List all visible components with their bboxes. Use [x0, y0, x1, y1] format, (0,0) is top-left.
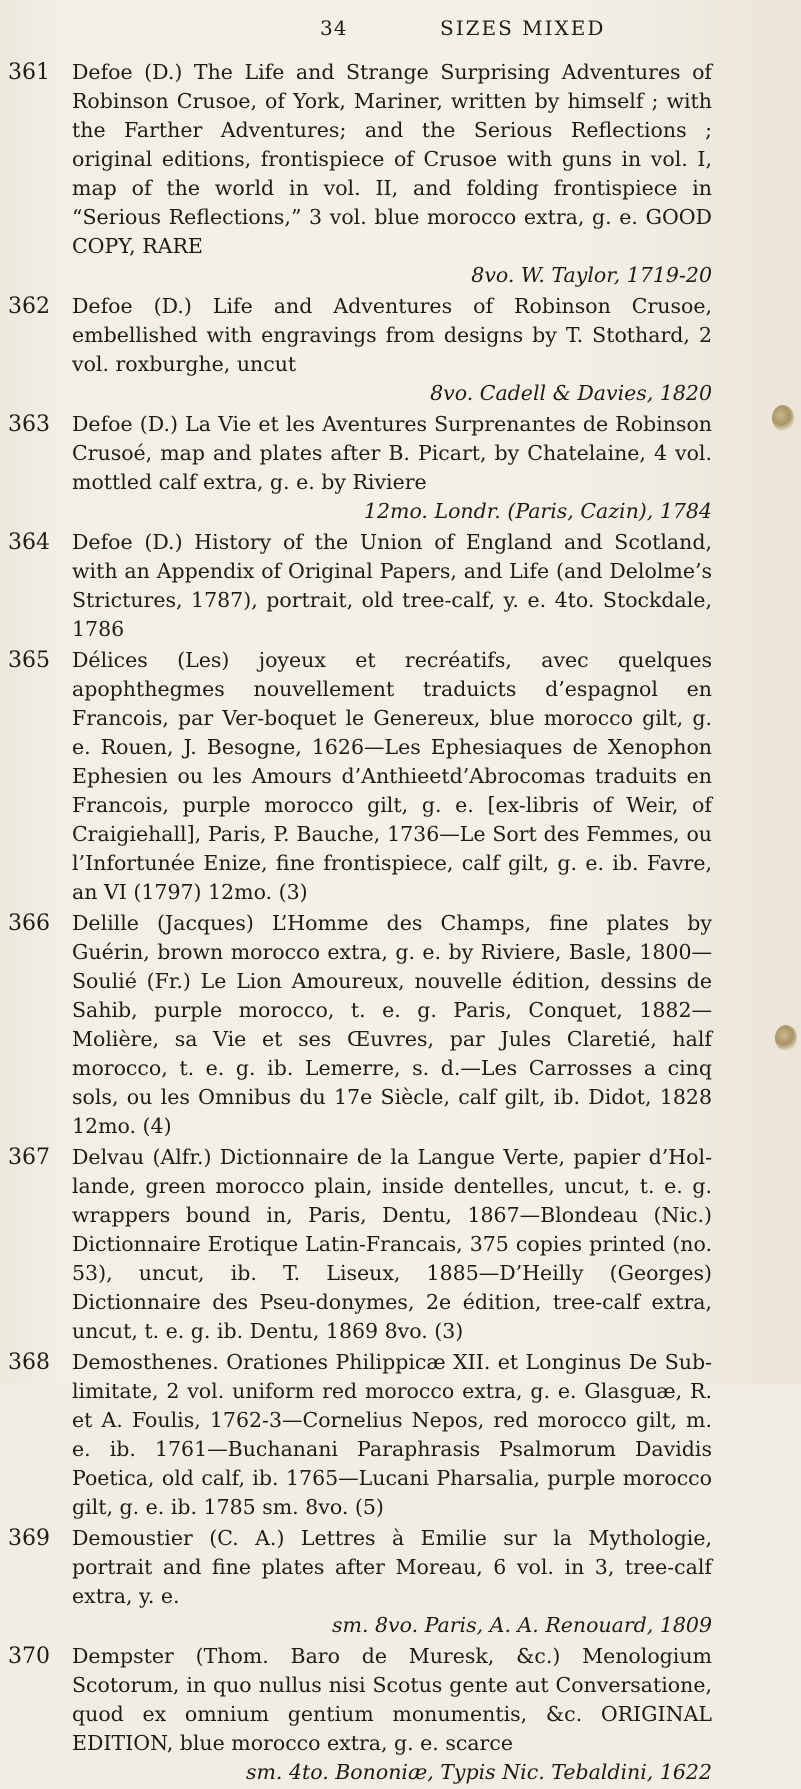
- lot-description: Delille (Jacques) L’Homme des Champs, fine plates by Guérin, brown morocco extra, g. e. by Riviere, Basle, 1800—Soulié (Fr.) Le Lion Amoureux, nouvelle édition, dessins de Sahib, purple morocco, t. e. g. Paris, Conquet, 1882—Molière, sa Vie et ses Œuvres, par Jules Claretié, half morocco, t. e. g. ib. Lemerre, s. d.—Les Carrosses a cinq sols, ou les Omnibus du 17e Siècle, calf gilt, ib. Didot, 1828 12mo. (4): [72, 911, 712, 1138]
- lot-entry: [0, 1642, 801, 1787]
- page-header: [0, 16, 801, 46]
- lot-description: Defoe (D.) The Life and Strange Surprising Adventures of Robinson Crusoe, of York, Mariner, written by himself ; with the Farther Adventures; and the Serious Reflections ; original editions, frontispiece of Crusoe with guns in vol. I, map of the world in vol. II, and folding frontispiece in “Serious Reflections,” 3 vol. blue morocco extra, g. e. GOOD COPY, RARE: [72, 60, 712, 258]
- lot-number: 361: [8, 60, 50, 85]
- lot-number: 369: [8, 1526, 50, 1551]
- foxing-stain: [772, 405, 794, 431]
- lot-number: 362: [8, 294, 50, 319]
- lot-entry: [0, 1348, 801, 1522]
- lot-description: Dempster (Thom. Baro de Muresk, &c.) Menologium Scotorum, in quo nullus nisi Scotus gente aut Conversatione, quod ex omnium gentium monumentis, &c. ORIGINAL EDITION, blue morocco extra, g. e. scarce: [72, 1644, 712, 1755]
- lot-description: Délices (Les) joyeux et recréatifs, avec quelques apophthegmes nouvellement traduicts d’espagnol en Francois, par Ver-boquet le Genereux, blue morocco gilt, g. e. Rouen, J. Besogne, 1626—Les Ephesiaques de Xenophon Ephesien ou les Amours d’Anthieetd’Abrocomas traduits en Francois, purple morocco gilt, g. e. [ex-libris of Weir, of Craigiehall], Paris, P. Bauche, 1736—Le Sort des Femmes, ou l’Infortunée Enize, fine frontispiece, calf gilt, g. e. ib. Favre, an VI (1797) 12mo. (3): [72, 648, 712, 904]
- lot-description: Defoe (D.) Life and Adventures of Robinson Crusoe, embellished with engravings from designs by T. Stothard, 2 vol. roxburghe, uncut: [72, 294, 712, 376]
- lot-description: Defoe (D.) La Vie et les Aventures Surprenantes de Robinson Crusoé, map and plates after B. Picart, by Chatelaine, 4 vol. mottled calf extra, g. e. by Riviere: [72, 412, 712, 494]
- lot-entry: [0, 528, 801, 644]
- lot-description: Demosthenes. Orationes Philippicæ XII. et Longinus De Sub-limitate, 2 vol. uniform red morocco extra, g. e. Glasguæ, R. et A. Foulis, 1762-3—Cornelius Nepos, red morocco gilt, m. e. ib. 1761—Buchanani Paraphrasis Psalmorum Davidis Poetica, old calf, ib. 1765—Lucani Pharsalia, purple morocco gilt, g. e. ib. 1785 sm. 8vo. (5): [72, 1350, 712, 1519]
- lot-entry: [0, 292, 801, 408]
- lot-entry: [0, 1524, 801, 1640]
- lot-imprint: sm. 8vo. Paris, A. A. Renouard, 1809: [332, 1613, 712, 1637]
- lot-number: 370: [8, 1644, 50, 1669]
- lot-imprint: 8vo. Cadell & Davies, 1820: [430, 381, 712, 405]
- lot-number: 368: [8, 1350, 50, 1375]
- lot-entry: [0, 410, 801, 526]
- lot-entry: [0, 909, 801, 1141]
- lot-number: 366: [8, 911, 50, 936]
- foxing-stain: [775, 1025, 797, 1051]
- lot-imprint: 12mo. Londr. (Paris, Cazin), 1784: [363, 499, 712, 523]
- lot-entry: [0, 1143, 801, 1346]
- lot-description: Defoe (D.) History of the Union of England and Scotland, with an Appendix of Original Papers, and Life (and Delolme’s Strictures, 1787), portrait, old tree-calf, y. e. 4to. Stockdale, 1786: [72, 530, 712, 641]
- lot-number: 364: [8, 530, 50, 555]
- lot-number: 365: [8, 648, 50, 673]
- lot-list: [0, 58, 801, 1789]
- lot-number: 363: [8, 412, 50, 437]
- lot-entry: [0, 58, 801, 290]
- lot-imprint: 8vo. W. Taylor, 1719-20: [471, 263, 712, 287]
- lot-description: Delvau (Alfr.) Dictionnaire de la Langue Verte, papier d’Hol-lande, green morocco plain, inside dentelles, uncut, t. e. g. wrappers bound in, Paris, Dentu, 1867—Blondeau (Nic.) Dictionnaire Erotique Latin-Francais, 375 copies printed (no. 53), uncut, ib. T. Liseux, 1885—D’Heilly (Georges) Dictionnaire des Pseu-donymes, 2e édition, tree-calf extra, uncut, t. e. g. ib. Dentu, 1869 8vo. (3): [72, 1145, 712, 1343]
- lot-number: 367: [8, 1145, 50, 1170]
- running-head: SIZES MIXED: [440, 16, 606, 40]
- lot-description: Demoustier (C. A.) Lettres à Emilie sur la Mythologie, portrait and fine plates after Moreau, 6 vol. in 3, tree-calf extra, y. e.: [72, 1526, 712, 1608]
- lot-imprint: sm. 4to. Bononiæ, Typis Nic. Tebaldini, 1622: [245, 1760, 712, 1784]
- lot-entry: [0, 646, 801, 907]
- page-number: 34: [320, 16, 348, 40]
